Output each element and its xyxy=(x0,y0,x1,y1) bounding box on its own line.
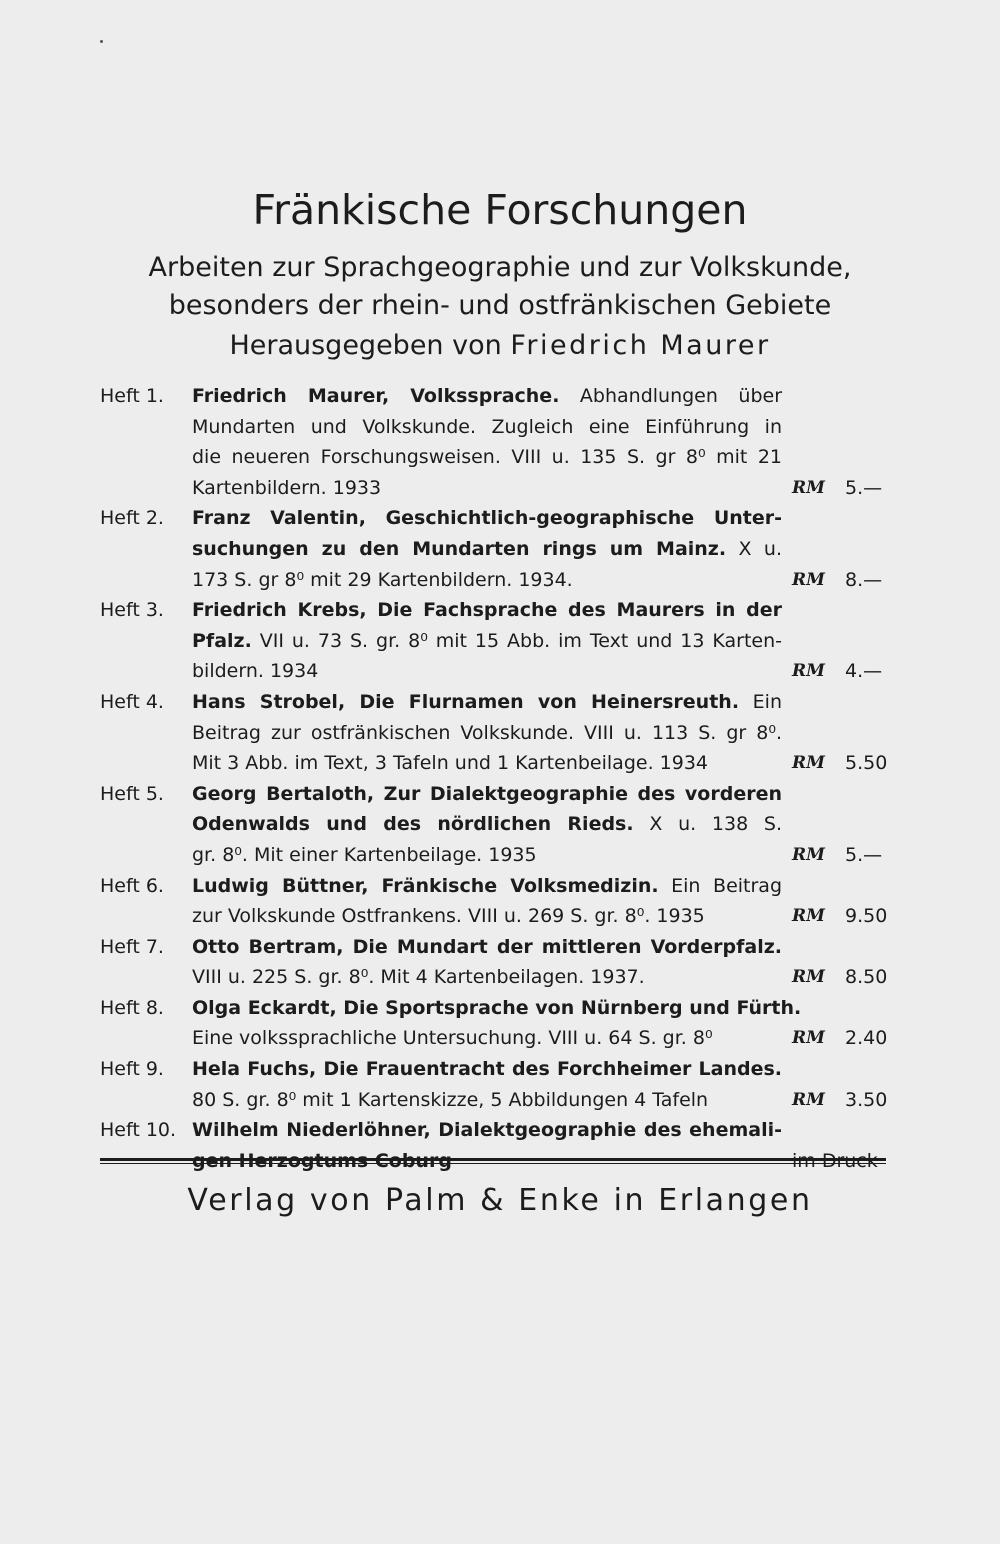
volume-entry-line xyxy=(0,534,1000,565)
volume-entry xyxy=(0,503,1000,595)
volume-entry-line xyxy=(0,412,1000,443)
volume-price: 3.50 xyxy=(845,1088,888,1111)
volume-entry xyxy=(0,1115,1000,1176)
volume-description-text: gr. 8⁰. Mit einer Kartenbeilage. 1935 xyxy=(192,843,537,866)
volume-description-text: Friedrich Maurer, Volkssprache. Abhandlungen über xyxy=(192,385,783,407)
editor-name: Friedrich Maurer xyxy=(510,330,771,361)
volume-description-text: Mundarten und Volkskunde. Zugleich eine Einführung in xyxy=(192,415,782,438)
volume-entry-line xyxy=(0,1146,1000,1177)
volume-description-text: Odenwalds und des nördlichen Rieds. X u. 138 S. xyxy=(192,813,782,836)
volume-entry xyxy=(0,779,1000,871)
volume-description-text: 173 S. gr 8⁰ mit 29 Kartenbildern. 1934. xyxy=(192,568,573,591)
volume-entry-line xyxy=(0,595,1000,626)
volume-number: Heft 6. xyxy=(100,874,164,897)
volume-description-text: Friedrich Krebs, Die Fachsprache des Maurers in der xyxy=(192,599,782,622)
volume-entry-line xyxy=(0,993,1000,1024)
volume-price: 8.50 xyxy=(845,966,888,989)
volume-number: Heft 5. xyxy=(100,782,164,805)
volume-entry-line xyxy=(0,381,1000,412)
volume-status xyxy=(792,1146,878,1177)
volume-entry-line xyxy=(0,1023,1000,1054)
volume-entry-line xyxy=(0,1054,1000,1085)
divider-rule-thin xyxy=(100,1163,886,1164)
series-subtitle-line-2: besonders der rhein- und ostfränkischen Gebiete xyxy=(168,290,832,321)
volume-price: 2.40 xyxy=(845,1027,888,1050)
volume-entry-line xyxy=(0,932,1000,963)
series-title: Fränkische Forschungen xyxy=(252,186,748,234)
volume-description-text: Hans Strobel, Die Flurnamen von Heinersreuth. Ein xyxy=(192,690,782,713)
volume-description-text xyxy=(192,1146,782,1177)
volume-description-text: Wilhelm Niederlöhner, Dialektgeographie des ehemali- xyxy=(192,1119,782,1142)
volume-entry-line xyxy=(0,779,1000,810)
editor-prefix: Herausgegeben von xyxy=(229,330,502,361)
volume-entry xyxy=(0,687,1000,779)
volume-entry-line xyxy=(0,656,1000,687)
volume-entry-line xyxy=(0,473,1000,504)
volume-entry-line xyxy=(0,840,1000,871)
volume-number: Heft 1. xyxy=(100,385,164,407)
currency-symbol: RM xyxy=(792,569,825,590)
volume-entry xyxy=(0,871,1000,932)
volume-number: Heft 2. xyxy=(100,507,164,530)
publisher-line: Verlag von Palm & Enke in Erlangen xyxy=(187,1183,813,1218)
volume-entry-line xyxy=(0,718,1000,749)
volume-entry-line xyxy=(0,1085,1000,1116)
currency-symbol: RM xyxy=(792,753,825,774)
volume-number: Heft 10. xyxy=(100,1119,177,1142)
volume-number: Heft 4. xyxy=(100,690,164,713)
volume-entry-line xyxy=(0,503,1000,534)
volume-entry xyxy=(0,381,1000,503)
currency-symbol: RM xyxy=(792,1089,825,1110)
volume-description-text: Franz Valentin, Geschichtlich-geographische Unter- xyxy=(192,507,782,530)
volume-description-text: Beitrag zur ostfränkischen Volkskunde. VIII u. 113 S. gr 8⁰. xyxy=(192,721,782,744)
volume-description-text: 80 S. gr. 8⁰ mit 1 Kartenskizze, 5 Abbildungen 4 Tafeln xyxy=(192,1088,709,1111)
volume-price: 4.— xyxy=(845,660,883,683)
volume-price: 5.— xyxy=(845,476,883,499)
volume-number: Heft 3. xyxy=(100,599,164,622)
volume-description-text: zur Volkskunde Ostfrankens. VIII u. 269 S. gr. 8⁰. 1935 xyxy=(192,905,705,928)
volume-number: Heft 7. xyxy=(100,935,164,958)
volume-description-text: Pfalz. VII u. 73 S. gr. 8⁰ mit 15 Abb. im Text und 13 Karten- xyxy=(192,629,782,652)
currency-symbol: RM xyxy=(792,844,825,865)
series-subtitle-line-1: Arbeiten zur Sprachgeographie und zur Volkskunde, xyxy=(148,252,852,283)
volume-list xyxy=(0,381,1000,1176)
volume-entry-line xyxy=(0,1115,1000,1146)
currency-symbol: RM xyxy=(792,661,825,682)
volume-description-text: Kartenbildern. 1933 xyxy=(192,476,382,499)
page-speck xyxy=(100,40,103,43)
volume-entry-line xyxy=(0,871,1000,902)
volume-entry-line xyxy=(0,626,1000,657)
volume-description-text: Otto Bertram, Die Mundart der mittleren Vorderpfalz. xyxy=(192,935,782,958)
volume-entry-line xyxy=(0,809,1000,840)
volume-description-text: Hela Fuchs, Die Frauentracht des Forchheimer Landes. xyxy=(192,1058,782,1081)
volume-price: 8.— xyxy=(845,568,883,591)
volume-description-text: Ludwig Büttner, Fränkische Volksmedizin. Ein Beitrag xyxy=(192,874,783,897)
volume-description-text: bildern. 1934 xyxy=(192,660,319,683)
divider-rule-thick xyxy=(100,1158,886,1161)
currency-symbol: RM xyxy=(792,906,825,927)
volume-price: 5.50 xyxy=(845,752,888,775)
currency-symbol: RM xyxy=(792,477,825,498)
volume-price: 5.— xyxy=(845,843,883,866)
volume-description-text: die neueren Forschungsweisen. VIII u. 135 S. gr 8⁰ mit 21 xyxy=(192,446,782,469)
volume-description-text: suchungen zu den Mundarten rings um Mainz. X u. xyxy=(192,537,782,560)
volume-description-text: Eine volkssprachliche Untersuchung. VIII u. 64 S. gr. 8⁰ xyxy=(192,1027,713,1050)
volume-entry xyxy=(0,932,1000,993)
volume-description-text: Olga Eckardt, Die Sportsprache von Nürnberg und Fürth. xyxy=(192,996,802,1019)
volume-price: 9.50 xyxy=(845,905,888,928)
volume-entry xyxy=(0,1054,1000,1115)
volume-entry-line xyxy=(0,442,1000,473)
volume-number: Heft 8. xyxy=(100,996,164,1019)
volume-entry-line xyxy=(0,687,1000,718)
editor-line xyxy=(0,330,1000,361)
volume-entry xyxy=(0,595,1000,687)
volume-entry-line xyxy=(0,748,1000,779)
volume-entry xyxy=(0,993,1000,1054)
volume-description-text: Georg Bertaloth, Zur Dialektgeographie des vorderen xyxy=(192,782,782,805)
currency-symbol: RM xyxy=(792,1028,825,1049)
volume-entry-line xyxy=(0,962,1000,993)
volume-number: Heft 9. xyxy=(100,1058,164,1081)
volume-description-text: VIII u. 225 S. gr. 8⁰. Mit 4 Kartenbeilagen. 1937. xyxy=(192,966,645,989)
volume-description-text: Mit 3 Abb. im Text, 3 Tafeln und 1 Kartenbeilage. 1934 xyxy=(192,752,708,775)
currency-symbol: RM xyxy=(792,967,825,988)
volume-entry-line xyxy=(0,901,1000,932)
volume-entry-line xyxy=(0,565,1000,596)
